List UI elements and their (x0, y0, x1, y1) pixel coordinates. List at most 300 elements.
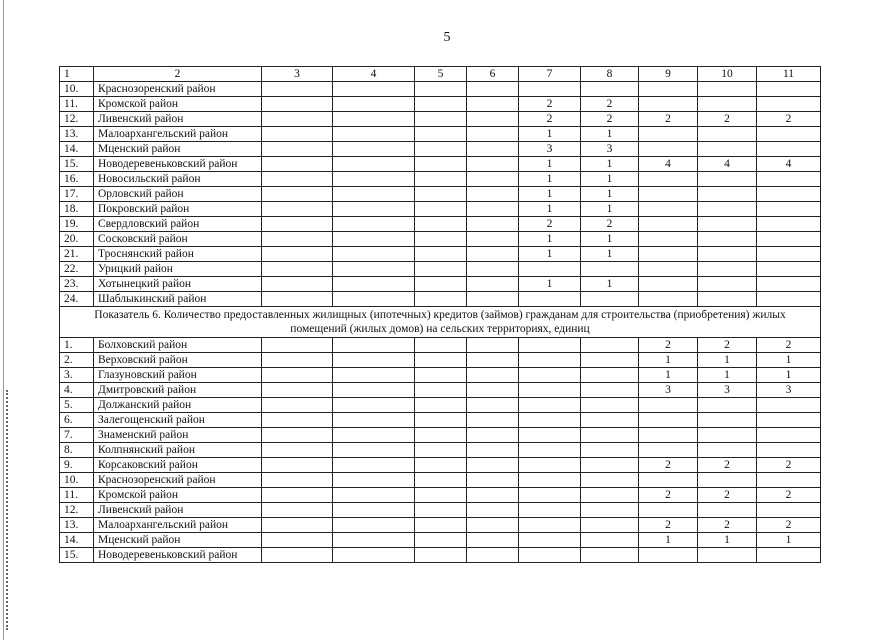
district-name: Орловский район (94, 187, 262, 202)
row-number: 18. (60, 202, 94, 217)
value-cell (333, 247, 415, 262)
value-cell (519, 353, 581, 368)
value-cell: 1 (698, 533, 757, 548)
district-name: Верховский район (94, 353, 262, 368)
district-name: Корсаковский район (94, 458, 262, 473)
table-row (60, 112, 821, 127)
value-cell (415, 232, 467, 247)
column-number-header: 2 (94, 67, 262, 82)
value-cell (757, 292, 821, 307)
table-row (60, 292, 821, 307)
value-cell: 2 (581, 217, 639, 232)
value-cell (333, 443, 415, 458)
value-cell (467, 112, 519, 127)
value-cell (262, 187, 333, 202)
value-cell (415, 353, 467, 368)
table-row (60, 82, 821, 97)
value-cell: 1 (581, 172, 639, 187)
row-number: 13. (60, 127, 94, 142)
value-cell: 3 (639, 383, 698, 398)
value-cell: 2 (639, 458, 698, 473)
value-cell (639, 172, 698, 187)
value-cell (757, 428, 821, 443)
value-cell (262, 217, 333, 232)
value-cell (262, 142, 333, 157)
table-row (60, 518, 821, 533)
value-cell (581, 338, 639, 353)
value-cell (262, 82, 333, 97)
value-cell (333, 232, 415, 247)
value-cell (467, 548, 519, 563)
value-cell (467, 142, 519, 157)
value-cell (757, 172, 821, 187)
value-cell (581, 548, 639, 563)
value-cell (639, 202, 698, 217)
district-name: Малоархангельский район (94, 127, 262, 142)
value-cell (757, 503, 821, 518)
value-cell: 1 (519, 127, 581, 142)
value-cell (467, 172, 519, 187)
value-cell: 2 (757, 338, 821, 353)
column-number-header: 8 (581, 67, 639, 82)
value-cell: 2 (698, 338, 757, 353)
row-number: 12. (60, 503, 94, 518)
value-cell (415, 458, 467, 473)
value-cell: 2 (698, 488, 757, 503)
table-row (60, 488, 821, 503)
value-cell (415, 398, 467, 413)
value-cell (519, 82, 581, 97)
row-number: 22. (60, 262, 94, 277)
value-cell (639, 413, 698, 428)
value-cell (262, 202, 333, 217)
value-cell (757, 142, 821, 157)
district-name: Новосильский район (94, 172, 262, 187)
value-cell (262, 458, 333, 473)
value-cell (415, 518, 467, 533)
table-row (60, 383, 821, 398)
value-cell (415, 157, 467, 172)
value-cell (698, 217, 757, 232)
section-title-row (60, 307, 821, 338)
column-number-header: 1 (60, 67, 94, 82)
value-cell (639, 443, 698, 458)
value-cell (415, 112, 467, 127)
value-cell (333, 458, 415, 473)
value-cell (639, 428, 698, 443)
value-cell (262, 488, 333, 503)
value-cell (698, 82, 757, 97)
value-cell (581, 473, 639, 488)
table-row (60, 398, 821, 413)
district-name: Кромской район (94, 97, 262, 112)
value-cell: 1 (519, 157, 581, 172)
value-cell (415, 473, 467, 488)
row-number: 15. (60, 548, 94, 563)
table-row (60, 428, 821, 443)
value-cell (262, 292, 333, 307)
value-cell: 1 (581, 157, 639, 172)
value-cell (333, 187, 415, 202)
value-cell (333, 353, 415, 368)
row-number: 13. (60, 518, 94, 533)
value-cell (467, 292, 519, 307)
value-cell (581, 262, 639, 277)
district-name: Колпнянский район (94, 443, 262, 458)
value-cell (639, 82, 698, 97)
column-number-header: 5 (415, 67, 467, 82)
value-cell: 2 (698, 518, 757, 533)
table-row (60, 187, 821, 202)
value-cell: 1 (581, 277, 639, 292)
column-number-header: 4 (333, 67, 415, 82)
value-cell (698, 503, 757, 518)
value-cell: 3 (581, 142, 639, 157)
value-cell (262, 277, 333, 292)
value-cell: 1 (698, 353, 757, 368)
value-cell (262, 413, 333, 428)
table-row (60, 368, 821, 383)
value-cell: 1 (581, 127, 639, 142)
table-row (60, 97, 821, 112)
row-number: 11. (60, 488, 94, 503)
value-cell (757, 548, 821, 563)
value-cell (757, 473, 821, 488)
value-cell (519, 503, 581, 518)
row-number: 23. (60, 277, 94, 292)
value-cell (333, 383, 415, 398)
value-cell (333, 398, 415, 413)
value-cell (639, 277, 698, 292)
value-cell (639, 548, 698, 563)
value-cell (581, 518, 639, 533)
row-number: 17. (60, 187, 94, 202)
value-cell (639, 247, 698, 262)
value-cell (581, 413, 639, 428)
value-cell (698, 473, 757, 488)
value-cell (519, 443, 581, 458)
district-name: Новодеревеньковский район (94, 157, 262, 172)
value-cell (698, 277, 757, 292)
value-cell (467, 217, 519, 232)
value-cell (639, 142, 698, 157)
value-cell (333, 97, 415, 112)
value-cell (467, 127, 519, 142)
value-cell: 2 (757, 112, 821, 127)
value-cell (581, 458, 639, 473)
column-number-header: 9 (639, 67, 698, 82)
row-number: 14. (60, 142, 94, 157)
value-cell (333, 82, 415, 97)
value-cell (757, 202, 821, 217)
value-cell (415, 82, 467, 97)
value-cell: 1 (519, 202, 581, 217)
value-cell: 2 (757, 488, 821, 503)
value-cell (467, 443, 519, 458)
value-cell (467, 157, 519, 172)
value-cell (581, 292, 639, 307)
value-cell: 2 (639, 112, 698, 127)
row-number: 5. (60, 398, 94, 413)
value-cell: 1 (757, 533, 821, 548)
table-row (60, 142, 821, 157)
value-cell (639, 97, 698, 112)
value-cell (581, 353, 639, 368)
district-name: Сосковский район (94, 232, 262, 247)
value-cell (698, 172, 757, 187)
row-number: 15. (60, 157, 94, 172)
value-cell: 2 (639, 488, 698, 503)
value-cell: 1 (519, 172, 581, 187)
value-cell: 1 (639, 353, 698, 368)
value-cell (757, 262, 821, 277)
table-row (60, 473, 821, 488)
value-cell: 4 (698, 157, 757, 172)
value-cell: 1 (757, 368, 821, 383)
value-cell (333, 277, 415, 292)
value-cell (639, 473, 698, 488)
value-cell (415, 292, 467, 307)
value-cell (519, 368, 581, 383)
row-number: 7. (60, 428, 94, 443)
value-cell (581, 533, 639, 548)
value-cell (639, 262, 698, 277)
row-number: 11. (60, 97, 94, 112)
district-name: Шаблыкинский район (94, 292, 262, 307)
value-cell (467, 473, 519, 488)
district-name: Троснянский район (94, 247, 262, 262)
value-cell (333, 217, 415, 232)
value-cell (333, 172, 415, 187)
value-cell (698, 548, 757, 563)
section-title: Показатель 6. Количество предоставленных жилищных (ипотечных) кредитов (займов) гражданам для строительства (приобретения) жилых помещений (жилых домов) на сельских территориях, единиц (60, 307, 821, 338)
table-body (60, 67, 821, 563)
row-number: 3. (60, 368, 94, 383)
value-cell (467, 353, 519, 368)
district-name: Краснозоренский район (94, 473, 262, 488)
value-cell (467, 338, 519, 353)
row-number: 19. (60, 217, 94, 232)
value-cell (262, 353, 333, 368)
value-cell (519, 533, 581, 548)
district-name: Знаменский район (94, 428, 262, 443)
value-cell: 1 (519, 277, 581, 292)
value-cell (519, 488, 581, 503)
value-cell (467, 202, 519, 217)
value-cell (415, 338, 467, 353)
table-row (60, 548, 821, 563)
value-cell (333, 533, 415, 548)
value-cell (415, 217, 467, 232)
column-number-header: 6 (467, 67, 519, 82)
value-cell (262, 383, 333, 398)
value-cell (757, 413, 821, 428)
table-row (60, 533, 821, 548)
row-number: 2. (60, 353, 94, 368)
value-cell (262, 127, 333, 142)
value-cell (333, 548, 415, 563)
column-number-header: 10 (698, 67, 757, 82)
district-name: Болховский район (94, 338, 262, 353)
value-cell: 2 (757, 518, 821, 533)
value-cell: 2 (698, 112, 757, 127)
value-cell (698, 428, 757, 443)
value-cell (262, 503, 333, 518)
row-number: 14. (60, 533, 94, 548)
column-number-header: 7 (519, 67, 581, 82)
value-cell (467, 383, 519, 398)
district-name: Ливенский район (94, 112, 262, 127)
column-number-row (60, 67, 821, 82)
value-cell (333, 262, 415, 277)
district-name: Краснозоренский район (94, 82, 262, 97)
value-cell: 2 (698, 458, 757, 473)
row-number: 12. (60, 112, 94, 127)
value-cell (333, 368, 415, 383)
value-cell (519, 458, 581, 473)
value-cell: 2 (581, 112, 639, 127)
value-cell (467, 428, 519, 443)
value-cell (757, 443, 821, 458)
value-cell: 2 (757, 458, 821, 473)
table-row (60, 157, 821, 172)
value-cell (757, 127, 821, 142)
value-cell (519, 398, 581, 413)
page-number: 5 (443, 30, 451, 45)
value-cell (519, 383, 581, 398)
row-number: 8. (60, 443, 94, 458)
value-cell (415, 428, 467, 443)
value-cell (467, 97, 519, 112)
table-row (60, 413, 821, 428)
value-cell (698, 187, 757, 202)
value-cell (698, 262, 757, 277)
value-cell (581, 368, 639, 383)
value-cell: 1 (639, 368, 698, 383)
value-cell (415, 383, 467, 398)
district-name: Мценский район (94, 533, 262, 548)
table-row (60, 202, 821, 217)
value-cell (415, 503, 467, 518)
value-cell (519, 473, 581, 488)
value-cell (581, 383, 639, 398)
column-number-header: 11 (757, 67, 821, 82)
data-table-container (59, 66, 821, 563)
value-cell (698, 142, 757, 157)
value-cell (467, 413, 519, 428)
value-cell (639, 398, 698, 413)
value-cell (757, 82, 821, 97)
row-number: 20. (60, 232, 94, 247)
value-cell (467, 262, 519, 277)
table-row (60, 277, 821, 292)
value-cell (519, 262, 581, 277)
value-cell: 1 (639, 533, 698, 548)
value-cell (757, 97, 821, 112)
value-cell (262, 473, 333, 488)
value-cell: 1 (519, 232, 581, 247)
value-cell (581, 488, 639, 503)
value-cell: 1 (581, 202, 639, 217)
row-number: 10. (60, 473, 94, 488)
value-cell (262, 112, 333, 127)
value-cell (698, 247, 757, 262)
row-number: 21. (60, 247, 94, 262)
value-cell (333, 142, 415, 157)
district-name: Дмитровский район (94, 383, 262, 398)
value-cell (415, 277, 467, 292)
row-number: 9. (60, 458, 94, 473)
value-cell (333, 518, 415, 533)
value-cell (262, 97, 333, 112)
value-cell (698, 292, 757, 307)
value-cell (698, 202, 757, 217)
district-name: Покровский район (94, 202, 262, 217)
district-name: Новодеревеньковский район (94, 548, 262, 563)
value-cell (333, 428, 415, 443)
data-table (59, 66, 821, 563)
table-row (60, 443, 821, 458)
value-cell (467, 368, 519, 383)
value-cell (519, 428, 581, 443)
value-cell: 3 (757, 383, 821, 398)
scan-edge-line (3, 0, 4, 640)
value-cell: 2 (519, 217, 581, 232)
value-cell (519, 292, 581, 307)
value-cell (467, 458, 519, 473)
value-cell (467, 518, 519, 533)
value-cell (698, 97, 757, 112)
table-row (60, 247, 821, 262)
value-cell (333, 202, 415, 217)
value-cell (415, 142, 467, 157)
value-cell (333, 112, 415, 127)
district-name: Кромской район (94, 488, 262, 503)
value-cell (757, 232, 821, 247)
value-cell: 3 (519, 142, 581, 157)
table-row (60, 232, 821, 247)
district-name: Ливенский район (94, 503, 262, 518)
district-name: Глазуновский район (94, 368, 262, 383)
value-cell: 1 (698, 368, 757, 383)
value-cell (262, 533, 333, 548)
value-cell (467, 398, 519, 413)
value-cell (415, 262, 467, 277)
value-cell (333, 157, 415, 172)
value-cell: 1 (519, 247, 581, 262)
value-cell (415, 368, 467, 383)
row-number: 24. (60, 292, 94, 307)
table-row (60, 503, 821, 518)
value-cell (333, 503, 415, 518)
value-cell (757, 277, 821, 292)
value-cell (757, 187, 821, 202)
table-row (60, 217, 821, 232)
value-cell: 2 (639, 338, 698, 353)
district-name: Свердловский район (94, 217, 262, 232)
value-cell (262, 172, 333, 187)
value-cell (333, 413, 415, 428)
value-cell (262, 262, 333, 277)
value-cell (262, 247, 333, 262)
value-cell (581, 398, 639, 413)
row-number: 4. (60, 383, 94, 398)
value-cell (757, 247, 821, 262)
value-cell: 1 (581, 247, 639, 262)
value-cell: 1 (519, 187, 581, 202)
value-cell (467, 247, 519, 262)
value-cell (698, 413, 757, 428)
